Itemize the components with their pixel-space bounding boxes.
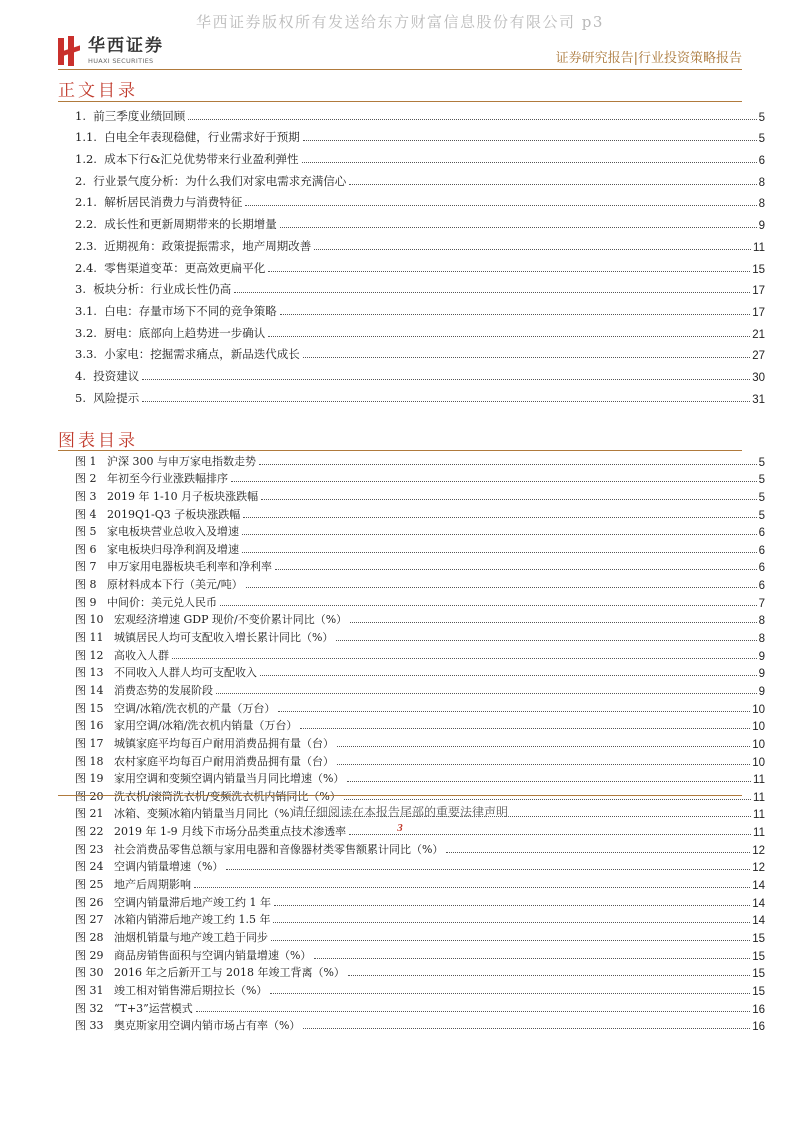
toc-entry-page: 8 bbox=[758, 198, 765, 211]
toc-entry-label: 5. 风险提示 bbox=[75, 390, 140, 405]
figure-entry-page: 5 bbox=[758, 509, 765, 522]
toc-entry[interactable] bbox=[75, 319, 765, 341]
header-divider bbox=[58, 69, 742, 70]
toc-entry-label: 3.3. 小家电：挖掘需求痛点，新品迭代成长 bbox=[75, 347, 300, 362]
figure-entry-page: 11 bbox=[753, 809, 765, 822]
figure-entry[interactable] bbox=[75, 980, 765, 998]
toc-entry-page: 11 bbox=[753, 241, 765, 254]
dot-leader bbox=[259, 464, 757, 465]
figure-entry[interactable] bbox=[75, 998, 765, 1016]
figure-entry-label: 图 1 沪深 300 与申万家电指数走势 bbox=[75, 454, 256, 468]
report-type: 证券研究报告|行业投资策略报告 bbox=[555, 51, 742, 66]
toc-entry-label: 1.2. 成本下行&汇兑优势带来行业盈利弹性 bbox=[75, 152, 299, 167]
figure-entry-page: 8 bbox=[758, 633, 765, 646]
figure-entry[interactable] bbox=[75, 592, 765, 610]
dot-leader bbox=[261, 499, 756, 500]
figure-entry-page: 10 bbox=[752, 738, 765, 751]
dot-leader bbox=[275, 569, 757, 570]
dot-leader bbox=[245, 205, 756, 206]
toc-entry[interactable] bbox=[75, 362, 765, 384]
figure-entry[interactable] bbox=[75, 874, 765, 892]
toc-entry[interactable] bbox=[75, 384, 765, 406]
figure-entry-page: 9 bbox=[758, 650, 765, 663]
toc-entry[interactable] bbox=[75, 297, 765, 319]
dot-leader bbox=[220, 605, 757, 606]
figure-entry[interactable] bbox=[75, 645, 765, 663]
toc-list bbox=[75, 102, 765, 406]
figure-entry-label: 图 18 农村家庭平均每百户耐用消费品拥有量（台） bbox=[75, 754, 334, 768]
toc-entry-label: 2.2. 成长性和更新周期带来的长期增量 bbox=[75, 217, 277, 232]
toc-entry[interactable] bbox=[75, 145, 765, 167]
figure-entry-page: 9 bbox=[758, 668, 765, 681]
toc-entry-page: 30 bbox=[752, 371, 765, 384]
dot-leader bbox=[302, 162, 757, 163]
watermark: 华西证券版权所有发送给东方财富信息股份有限公司 p3 bbox=[196, 13, 604, 31]
dot-leader bbox=[350, 622, 756, 623]
toc-entry[interactable] bbox=[75, 254, 765, 276]
figure-entry-label: 图 27 冰箱内销滞后地产竣工约 1.5 年 bbox=[75, 913, 271, 927]
toc-entry-label: 2.4. 零售渠道变革：更高效更扁平化 bbox=[75, 260, 266, 275]
figure-entry-page: 6 bbox=[758, 562, 765, 575]
figure-entry[interactable] bbox=[75, 663, 765, 681]
toc-entry[interactable] bbox=[75, 124, 765, 146]
dot-leader bbox=[270, 993, 750, 994]
figure-entry-page: 10 bbox=[752, 721, 765, 734]
dot-leader bbox=[274, 905, 750, 906]
dot-leader bbox=[271, 940, 750, 941]
figure-entry-label: 图 21 冰箱、变频冰箱内销量当月同比（%） bbox=[75, 807, 301, 821]
toc-entry[interactable] bbox=[75, 276, 765, 298]
figure-entry[interactable] bbox=[75, 927, 765, 945]
dot-leader bbox=[337, 764, 750, 765]
figure-entry-label: 图 2 年初至今行业涨跌幅排序 bbox=[75, 472, 228, 486]
figure-entry-label: 图 6 家电板块归母净利润及增速 bbox=[75, 542, 239, 556]
figure-entry-page: 14 bbox=[752, 897, 765, 910]
figure-entry-page: 16 bbox=[752, 1021, 765, 1034]
figure-entry[interactable] bbox=[75, 839, 765, 857]
figure-entry-label: 图 15 空调/冰箱/洗衣机的产量（万台） bbox=[75, 701, 276, 715]
figure-entry[interactable] bbox=[75, 522, 765, 540]
toc-entry-page: 27 bbox=[752, 350, 765, 363]
dot-leader bbox=[446, 852, 750, 853]
figure-entry-label: 图 24 空调内销量增速（%） bbox=[75, 860, 224, 874]
figure-entry-label: 图 11 城镇居民人均可支配收入增长累计同比（%） bbox=[75, 631, 334, 645]
dot-leader bbox=[347, 781, 751, 782]
figure-entry-label: 图 5 家电板块营业总收入及增速 bbox=[75, 525, 239, 539]
brand-logo bbox=[58, 36, 164, 66]
figure-entry[interactable] bbox=[75, 451, 765, 469]
figure-entry-page: 5 bbox=[758, 474, 765, 487]
figure-entry[interactable] bbox=[75, 1016, 765, 1034]
toc-entry[interactable] bbox=[75, 102, 765, 124]
toc-entry-page: 21 bbox=[752, 328, 765, 341]
dot-leader bbox=[142, 379, 750, 380]
figure-entry-label: 图 28 油烟机销量与地产竣工趋于同步 bbox=[75, 930, 268, 944]
figure-entry-label: 图 26 空调内销量滞后地产竣工约 1 年 bbox=[75, 895, 271, 909]
figure-entry[interactable] bbox=[75, 945, 765, 963]
figure-entry[interactable] bbox=[75, 680, 765, 698]
toc-entry-label: 2.3. 近期视角：政策提振需求，地产周期改善 bbox=[75, 238, 312, 253]
dot-leader bbox=[337, 746, 750, 747]
toc-entry-label: 4. 投资建议 bbox=[75, 368, 140, 383]
figure-entry-page: 6 bbox=[758, 544, 765, 557]
figure-entry[interactable] bbox=[75, 892, 765, 910]
dot-leader bbox=[303, 357, 750, 358]
dot-leader bbox=[303, 140, 757, 141]
dot-leader bbox=[246, 587, 757, 588]
dot-leader bbox=[142, 401, 750, 402]
figure-entry-label: 图 25 地产后周期影响 bbox=[75, 878, 191, 892]
figure-entry[interactable] bbox=[75, 910, 765, 928]
figure-entry-label: 图 30 2016 年之后新开工与 2018 年竣工背离（%） bbox=[75, 966, 345, 980]
figure-entry-page: 14 bbox=[752, 880, 765, 893]
dot-leader bbox=[349, 834, 751, 835]
figure-entry-label: 图 19 家用空调和变频空调内销量当月同比增速（%） bbox=[75, 772, 345, 786]
figure-entry-label: 图 12 高收入人群 bbox=[75, 648, 169, 662]
figures-list bbox=[75, 451, 765, 1033]
figure-entry-label: 图 13 不同收入人群人均可支配收入 bbox=[75, 666, 257, 680]
figures-title: 图表目录 bbox=[58, 431, 138, 451]
figure-entry-page: 12 bbox=[752, 862, 765, 875]
toc-entry-page: 17 bbox=[752, 285, 765, 298]
dot-leader bbox=[280, 314, 750, 315]
figure-entry[interactable] bbox=[75, 857, 765, 875]
dot-leader bbox=[336, 640, 756, 641]
figure-entry-label: 图 8 原材料成本下行（美元/吨） bbox=[75, 578, 243, 592]
figure-entry[interactable] bbox=[75, 469, 765, 487]
figure-entry-page: 11 bbox=[753, 774, 765, 787]
toc-entry-label: 2.1. 解析居民消费力与消费特征 bbox=[75, 195, 243, 210]
toc-entry-label: 3. 板块分析：行业成长性仍高 bbox=[75, 282, 232, 297]
figure-entry-label: 图 33 奥克斯家用空调内销市场占有率（%） bbox=[75, 1019, 301, 1033]
figure-entry-page: 11 bbox=[753, 791, 765, 804]
toc-entry-page: 8 bbox=[758, 176, 765, 189]
dot-leader bbox=[303, 1028, 750, 1029]
figure-entry-label: 图 16 家用空调/冰箱/洗衣机内销量（万台） bbox=[75, 719, 298, 733]
dot-leader bbox=[231, 481, 757, 482]
brand-name-en: HUAXI SECURITIES bbox=[88, 56, 154, 65]
toc-entry-page: 17 bbox=[752, 306, 765, 319]
toc-entry-page: 15 bbox=[752, 263, 765, 276]
figure-entry[interactable] bbox=[75, 733, 765, 751]
dot-leader bbox=[349, 184, 756, 185]
dot-leader bbox=[194, 887, 750, 888]
toc-entry-page: 9 bbox=[758, 220, 765, 233]
figure-entry-label: 图 23 社会消费品零售总额与家用电器和音像器材类零售额累计同比（%） bbox=[75, 842, 444, 856]
figure-entry-label: 图 22 2019 年 1-9 月线下市场分品类重点技术渗透率 bbox=[75, 825, 347, 839]
dot-leader bbox=[344, 799, 751, 800]
dot-leader bbox=[243, 517, 756, 518]
figure-entry[interactable] bbox=[75, 963, 765, 981]
figure-entry-label: 图 20 洗衣机/滚筒洗衣机/变频洗衣机内销同比（%） bbox=[75, 789, 341, 803]
brand-name-cn: 华西证券 bbox=[88, 35, 164, 56]
dot-leader bbox=[172, 658, 757, 659]
figure-entry[interactable] bbox=[75, 627, 765, 645]
footer-divider bbox=[58, 795, 742, 796]
dot-leader bbox=[226, 869, 750, 870]
figure-entry-page: 5 bbox=[758, 491, 765, 504]
figure-entry[interactable] bbox=[75, 610, 765, 628]
figure-entry[interactable] bbox=[75, 698, 765, 716]
figure-entry-page: 5 bbox=[758, 456, 765, 469]
figure-entry-label: 图 7 申万家用电器板块毛利率和净利率 bbox=[75, 560, 272, 574]
figure-entry-label: 图 31 竣工相对销售滞后期拉长（%） bbox=[75, 983, 268, 997]
dot-leader bbox=[188, 119, 756, 120]
figure-entry-page: 11 bbox=[753, 827, 765, 840]
dot-leader bbox=[234, 292, 750, 293]
toc-entry-label: 1.1. 白电全年表现稳健，行业需求好于预期 bbox=[75, 130, 300, 145]
figure-entry-label: 图 10 宏观经济增速 GDP 现价/不变价累计同比（%） bbox=[75, 613, 348, 627]
figure-entry-page: 15 bbox=[752, 932, 765, 945]
toc-entry-page: 5 bbox=[758, 111, 765, 124]
dot-leader bbox=[314, 958, 750, 959]
figure-entry-page: 15 bbox=[752, 985, 765, 998]
figure-entry[interactable] bbox=[75, 751, 765, 769]
dot-leader bbox=[314, 249, 751, 250]
figure-entry-page: 16 bbox=[752, 1003, 765, 1016]
figure-entry-label: 图 3 2019 年 1-10 月子板块涨跌幅 bbox=[75, 489, 259, 503]
figure-entry-page: 10 bbox=[752, 756, 765, 769]
figure-entry-label: 图 9 中间价：美元兑人民币 bbox=[75, 595, 217, 609]
brand-mark-icon bbox=[58, 36, 82, 66]
figure-entry-label: 图 14 消费态势的发展阶段 bbox=[75, 683, 213, 697]
toc-entry-label: 3.2. 厨电：底部向上趋势进一步确认 bbox=[75, 325, 266, 340]
toc-entry[interactable] bbox=[75, 189, 765, 211]
figure-entry-page: 6 bbox=[758, 580, 765, 593]
toc-title: 正文目录 bbox=[58, 81, 138, 101]
toc-entry[interactable] bbox=[75, 210, 765, 232]
figure-entry-page: 7 bbox=[758, 597, 765, 610]
dot-leader bbox=[196, 1011, 750, 1012]
figure-entry-label: 图 4 2019Q1-Q3 子板块涨跌幅 bbox=[75, 507, 241, 521]
figure-entry[interactable] bbox=[75, 504, 765, 522]
dot-leader bbox=[216, 693, 757, 694]
figure-entry[interactable] bbox=[75, 486, 765, 504]
figure-entry-page: 14 bbox=[752, 915, 765, 928]
figure-entry-page: 15 bbox=[752, 950, 765, 963]
figure-entry-page: 12 bbox=[752, 844, 765, 857]
dot-leader bbox=[278, 711, 750, 712]
figure-entry[interactable] bbox=[75, 557, 765, 575]
figure-entry-page: 8 bbox=[758, 615, 765, 628]
figure-entry-page: 9 bbox=[758, 685, 765, 698]
page-number: 3 bbox=[397, 822, 403, 834]
toc-entry-page: 31 bbox=[752, 393, 765, 406]
figure-entry-label: 图 29 商品房销售面积与空调内销量增速（%） bbox=[75, 948, 312, 962]
legal-notice: 请仔细阅读在本报告尾部的重要法律声明 bbox=[291, 805, 508, 819]
dot-leader bbox=[268, 336, 750, 337]
toc-entry[interactable] bbox=[75, 232, 765, 254]
figure-entry-page: 6 bbox=[758, 527, 765, 540]
dot-leader bbox=[242, 552, 757, 553]
dot-leader bbox=[300, 728, 750, 729]
figure-entry[interactable] bbox=[75, 539, 765, 557]
figure-entry-page: 10 bbox=[752, 703, 765, 716]
toc-entry-page: 5 bbox=[758, 133, 765, 146]
toc-entry[interactable] bbox=[75, 167, 765, 189]
toc-entry-label: 1. 前三季度业绩回顾 bbox=[75, 108, 186, 123]
figure-entry[interactable] bbox=[75, 769, 765, 787]
dot-leader bbox=[348, 975, 750, 976]
figure-entry-label: 图 32 “T+3”运营模式 bbox=[75, 1001, 193, 1015]
figure-entry[interactable] bbox=[75, 574, 765, 592]
toc-entry[interactable] bbox=[75, 341, 765, 363]
dot-leader bbox=[280, 227, 757, 228]
dot-leader bbox=[242, 534, 757, 535]
dot-leader bbox=[268, 271, 750, 272]
dot-leader bbox=[260, 675, 757, 676]
figure-entry[interactable] bbox=[75, 716, 765, 734]
toc-entry-page: 6 bbox=[758, 155, 765, 168]
toc-entry-label: 3.1. 白电：存量市场下不同的竞争策略 bbox=[75, 303, 277, 318]
dot-leader bbox=[273, 922, 750, 923]
figure-entry-page: 15 bbox=[752, 968, 765, 981]
toc-entry-label: 2. 行业景气度分析：为什么我们对家电需求充满信心 bbox=[75, 173, 347, 188]
figure-entry-label: 图 17 城镇家庭平均每百户耐用消费品拥有量（台） bbox=[75, 736, 334, 750]
